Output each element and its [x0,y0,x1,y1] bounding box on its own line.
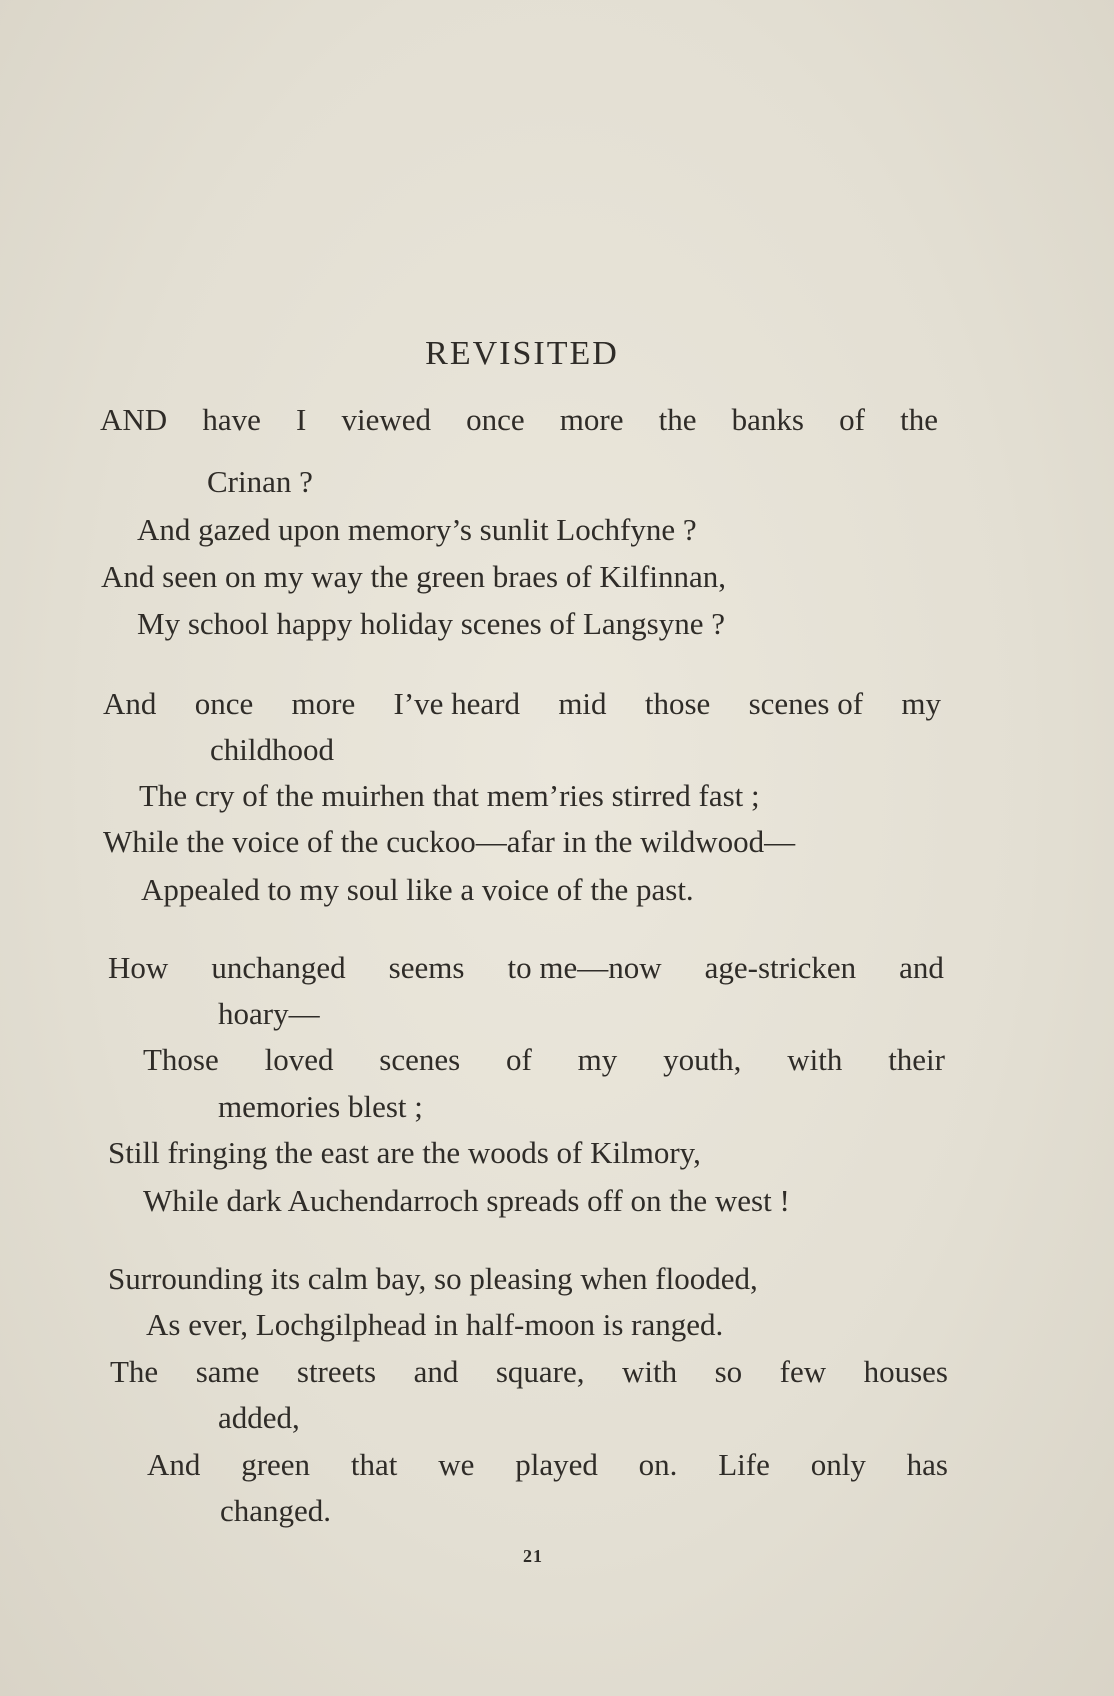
poem-line: hoary— [218,996,320,1031]
poem-word: youth, [663,1042,742,1077]
poem-line [147,1445,948,1485]
poem-word: age-stricken [704,950,857,985]
poem-word: with [787,1042,843,1077]
poem-word: I [295,402,307,437]
poem-word: unchanged [211,950,346,985]
poem-word: of [505,1042,532,1077]
poem-line: As ever, Lochgilphead in half-moon is ranged. [146,1307,724,1342]
poem-word: more [559,402,624,437]
poem-word: on. [638,1447,678,1482]
poem-line: added, [218,1400,300,1435]
poem-word: loved [264,1042,334,1077]
poem-word: their [888,1042,945,1077]
poem-word: Life [718,1447,770,1482]
poem-title: REVISITED [425,335,619,372]
page-number: 21 [523,1546,543,1566]
poem-word: streets [296,1354,377,1389]
poem-word: same [195,1354,260,1389]
poem-word: so [714,1354,743,1389]
poem-word: And [147,1447,201,1482]
poem-word: those [644,686,711,721]
poem-line: My school happy holiday scenes of Langsyne ? [137,606,726,641]
poem-line: childhood [210,732,334,767]
poem-word: square, [495,1354,585,1389]
poem-word: mid [558,686,607,721]
poem-line: While the voice of the cuckoo—afar in the wildwood— [103,824,796,859]
poem-word: more [291,686,356,721]
poem-word: scenes [379,1042,461,1077]
poem-word: AND [100,402,168,437]
poem-line: Crinan ? [207,464,313,499]
poem-word: only [810,1447,866,1482]
poem-word: played [515,1447,598,1482]
poem-word: scenes of [748,686,864,721]
poem-word: viewed [341,402,431,437]
poem-line: The cry of the muirhen that mem’ries stirred fast ; [139,778,760,813]
poem-line: Appealed to my soul like a voice of the past. [141,872,694,907]
poem-word: seems [388,950,465,985]
poem-line [100,400,938,440]
poem-word: and [899,950,944,985]
poem-line: Surrounding its calm bay, so pleasing when flooded, [108,1261,758,1296]
poem-line [110,1352,948,1392]
poem-line: Still fringing the east are the woods of Kilmory, [108,1135,701,1170]
poem-line: And seen on my way the green braes of Kilfinnan, [101,559,726,594]
poem-word: green [241,1447,311,1482]
poem-word: that [350,1447,398,1482]
poem-line: changed. [220,1493,332,1528]
poem-word: few [779,1354,827,1389]
poem-line: And gazed upon memory’s sunlit Lochfyne ? [137,512,697,547]
poem-word: Those [143,1042,219,1077]
poem-word: to me—now [507,950,662,985]
poem-line [143,1040,945,1080]
poem-word: The [110,1354,159,1389]
poem-word: with [621,1354,678,1389]
poem-word: And [103,686,157,721]
poem-line [108,948,944,988]
poem-word: houses [863,1354,948,1389]
poem-word: the [658,402,697,437]
poem-line [103,684,941,724]
poem-word: has [906,1447,948,1482]
poem-word: and [413,1354,459,1389]
poem-line: memories blest ; [218,1089,423,1124]
poem-word: once [194,686,254,721]
poem-word: I’ve heard [393,686,521,721]
poem-word: we [438,1447,475,1482]
poem-word: once [466,402,525,437]
poem-word: have [202,402,261,437]
poem-word: my [901,686,941,721]
poem-line: While dark Auchendarroch spreads off on the west ! [143,1183,790,1218]
poem-word: the [900,402,938,437]
poem-word: banks [731,402,804,437]
poem-word: How [108,950,169,985]
poem-word: of [839,402,865,437]
poem-word: my [577,1042,618,1077]
